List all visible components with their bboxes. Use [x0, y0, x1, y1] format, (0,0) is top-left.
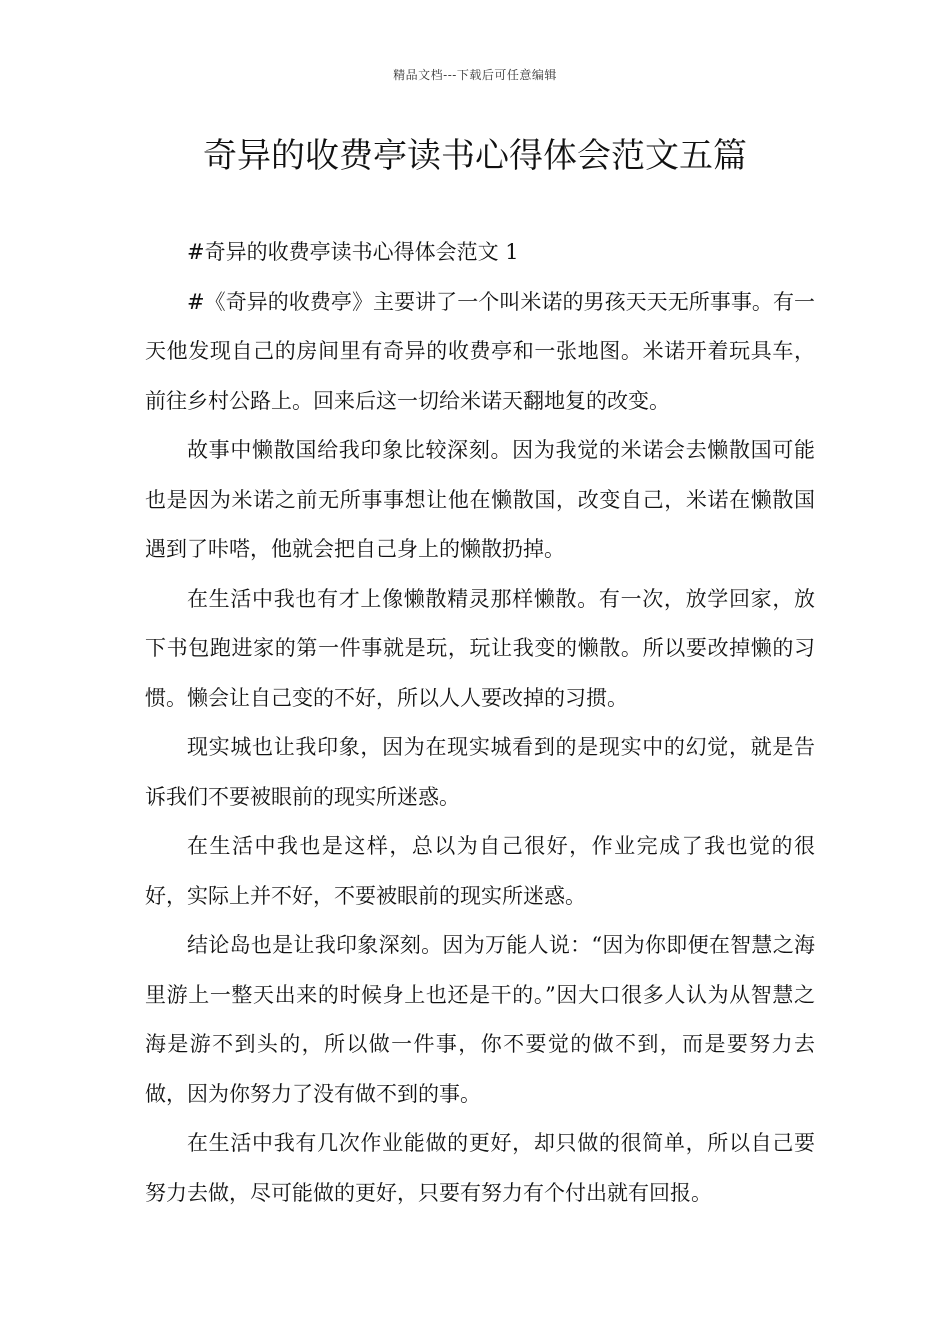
paragraph: 在生活中我也有才上像懒散精灵那样懒散。有一次，放学回家，放下书包跑进家的第一件事就是玩，玩让我变的懒散。所以要改掉懒的习惯。懒会让自己变的不好，所以人人要改掉的习掼。 [145, 586, 815, 710]
paragraph-subtitle: #奇异的收费亭读书心得体会范文 1 [187, 240, 519, 264]
paragraph: #《奇异的收费亭》主要讲了一个叫米诺的男孩天天无所事事。有一天他发现自己的房间里有奇异的收费亭和一张地图。米诺开着玩具车，前往乡村公路上。回来后这一切给米诺天翻地复的改变。 [145, 289, 815, 413]
document-title: 奇异的收费亭读书心得体会范文五篇 [203, 136, 747, 176]
paragraph: 在生活中我有几次作业能做的更好，却只做的很简单，所以自己要努力去做，尽可能做的更好，只要有努力有个付出就有回报。 [145, 1131, 815, 1205]
paragraph: 现实城也让我印象，因为在现实城看到的是现实中的幻觉，就是告诉我们不要被眼前的现实所迷惑。 [145, 735, 815, 809]
header-note: 精品文档---下载后可任意编辑 [393, 68, 557, 82]
paragraph: 故事中懒散国给我印象比较深刻。因为我觉的米诺会去懒散国可能也是因为米诺之前无所事事想让他在懒散国，改变自己，米诺在懒散国遇到了咔嗒，他就会把自己身上的懒散扔掉。 [145, 438, 815, 561]
paragraph: 在生活中我也是这样，总以为自己很好，作业完成了我也觉的很好，实际上并不好，不要被眼前的现实所迷惑。 [145, 834, 815, 908]
paragraph: 结论岛也是让我印象深刻。因为万能人说：“因为你即便在智慧之海里游上一整天出来的时候身上也还是干的。”因大口很多人认为从智慧之海是游不到头的，所以做一件事，你不要觉的做不到，而是要努力去做，因为你努力了没有做不到的事。 [145, 933, 815, 1106]
document-body [145, 228, 815, 1218]
